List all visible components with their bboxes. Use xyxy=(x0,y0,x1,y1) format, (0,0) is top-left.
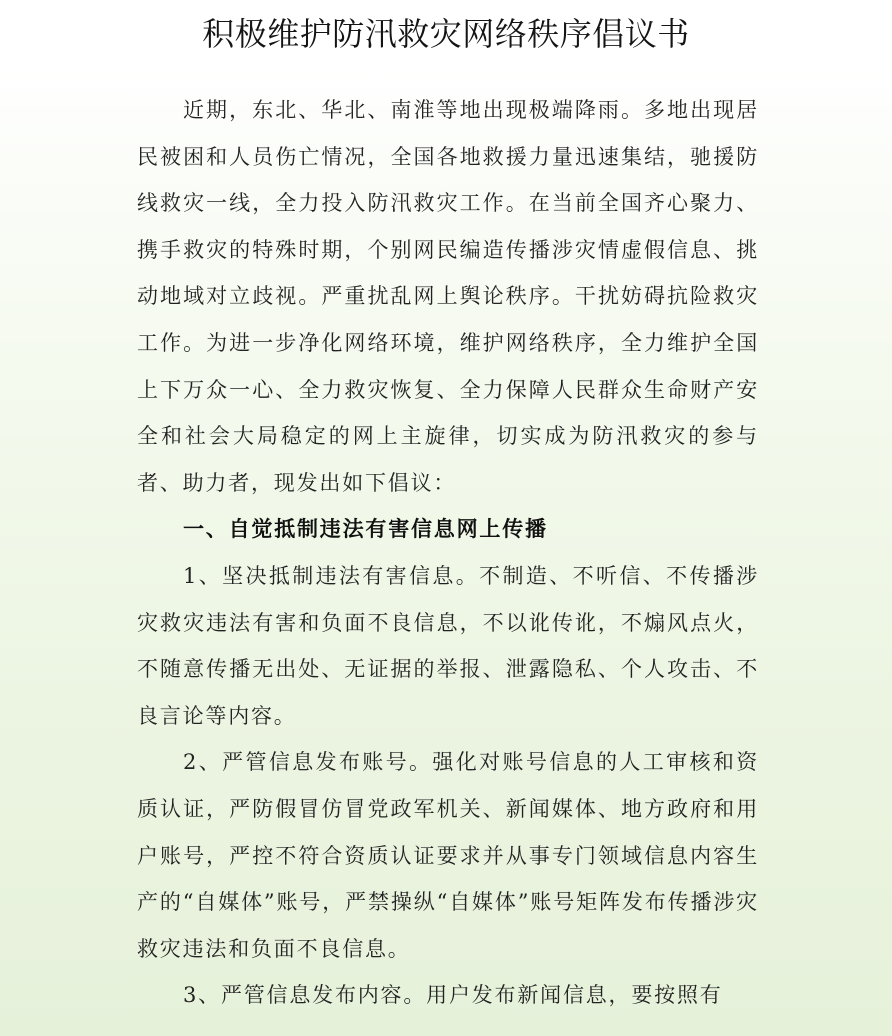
intro-paragraph: 近期，东北、华北、南淮等地出现极端降雨。多地出现居民被困和人员伤亡情况，全国各地救援力量迅速集结，驰援防线救灾一线，全力投入防汛救灾工作。在当前全国齐心聚力、携手救灾的特殊时期，个别网民编造传播涉灾情虚假信息、挑动地域对立歧视。严重扰乱网上舆论秩序。干扰妨碍抗险救灾工作。为进一步净化网络环境，维护网络秩序，全力维护全国上下万众一心、全力救灾恢复、全力保障人民群众生命财产安全和社会大局稳定的网上主旋律，切实成为防汛救灾的参与者、助力者，现发出如下倡议： xyxy=(137,98,759,495)
title-bar xyxy=(0,0,892,72)
item-3-paragraph: 3、严管信息发布内容。用户发布新闻信息，要按照有 xyxy=(183,983,723,1008)
section-heading: 一、自觉抵制违法有害信息网上传播 xyxy=(183,517,548,542)
item-1-paragraph: 1、坚决抵制违法有害信息。不制造、不听信、不传播涉灾救灾违法有害和负面不良信息，不以讹传讹，不煽风点火，不随意传播无出处、无证据的举报、泄露隐私、个人攻击、不良言论等内容。 xyxy=(137,563,759,728)
item-2-paragraph: 2、严管信息发布账号。强化对账号信息的人工审核和资质认证，严防假冒仿冒党政军机关、新闻媒体、地方政府和用户账号，严控不符合资质认证要求并从事专门领域信息内容生产的“自媒体”账号，严禁操纵“自媒体”账号矩阵发布传播涉灾救灾违法和负面不良信息。 xyxy=(137,750,759,961)
document-body xyxy=(137,87,759,1019)
page-title: 积极维护防汛救灾网络秩序倡议书 xyxy=(202,15,690,53)
